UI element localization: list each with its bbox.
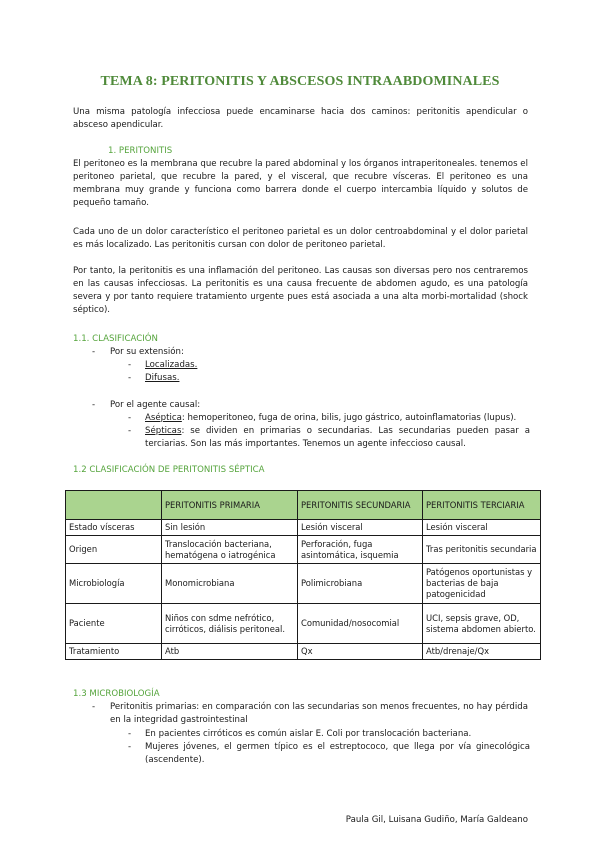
section-heading-peritonitis: 1. PERITONITIS [108,146,173,156]
table-cell: Patógenos oportunistas y bacterias de baja patogenicidad [423,564,541,604]
bullet-dash: - [92,400,96,410]
table-header-cell: PERITONITIS SECUNDARIA [298,491,423,520]
table-header-cell [66,491,162,520]
bullet-dash: - [128,413,132,423]
paragraph-dolor: Cada uno de un dolor característico el peritoneo parietal es un dolor centroabdominal y el dolor parietal es más localizado. Las peritonitis cursan con dolor de peritoneo parietal. [73,227,528,250]
table-cell: Lesión visceral [423,520,541,536]
aseptica-text: : hemoperitoneo, fuga de orina, bilis, jugo gástrico, autoinflamatorias (lupus). [181,413,517,423]
section-heading-septica: 1.2 CLASIFICACIÓN DE PERITONITIS SÉPTICA [73,465,265,475]
table-cell: Microbiología [66,564,162,604]
table-row [66,520,541,536]
table-cell: Perforación, fuga asintomática, isquemia [298,536,423,564]
table-row [66,604,541,644]
bullet-dash: - [92,347,96,357]
table-cell: Estado vísceras [66,520,162,536]
table-cell: Origen [66,536,162,564]
table-cell: Tras peritonitis secundaria [423,536,541,564]
septica-term: Sépticas [145,426,182,436]
table-cell: Tratamiento [66,644,162,660]
paragraph-inflamacion: Por tanto, la peritonitis es una inflamación del peritoneo. Las causas son diversas pero nos centraremos en las causas infecciosas. La peritonitis es una causa frecuente de abdomen agudo, es una patología severa y por tanto requiere tratamiento urgente pues está asociada a una alta morbi-mortalidad (shock séptico). [73,266,528,315]
table-cell: Qx [298,644,423,660]
table-cell: Atb/drenaje/Qx [423,644,541,660]
microbiologia-item: Peritonitis primarias: en comparación con las secundarias son menos frecuentes, no hay pérdida en la integridad gastrointestinal [110,702,528,725]
table-header-row [66,491,541,520]
microbiologia-subitem: En pacientes cirróticos es común aislar E. Coli por translocación bacteriana. [145,729,472,739]
table-row [66,644,541,660]
bullet-dash: - [128,426,132,436]
agente-label: Por el agente causal: [110,400,201,410]
bullet-dash: - [128,360,132,370]
table-cell: Lesión visceral [298,520,423,536]
table-row [66,536,541,564]
aseptica-term: Aséptica [145,413,182,423]
footer-authors: Paula Gil, Luisana Gudiño, María Galdeano [345,815,528,825]
table-row [66,564,541,604]
section-heading-clasificacion: 1.1. CLASIFICACIÓN [73,334,158,344]
table-cell: Niños con sdme nefrótico, cirróticos, diálisis peritoneal. [162,604,298,644]
page-title: TEMA 8: PERITONITIS Y ABSCESOS INTRAABDOMINALES [100,74,500,89]
table-cell: Monomicrobiana [162,564,298,604]
table-cell: Paciente [66,604,162,644]
extension-item-difusas: Difusas. [145,373,180,383]
intro-paragraph: Una misma patología infecciosa puede encaminarse hacia dos caminos: peritonitis apendicular o absceso apendicular. [73,107,528,130]
bullet-dash: - [128,373,132,383]
bullet-dash: - [128,729,132,739]
table-cell: Polimicrobiana [298,564,423,604]
septica-classification-table [65,490,541,660]
table-cell: UCI, sepsis grave, OD, sistema abdomen abierto. [423,604,541,644]
table-cell: Sin lesión [162,520,298,536]
table-header-cell: PERITONITIS PRIMARIA [162,491,298,520]
bullet-dash: - [128,742,132,752]
septica-text: : se dividen en primarias o secundarias. Las secundarias pueden pasar a terciarias. Son las más importantes. Tenemos un agente infeccioso causal. [145,426,530,449]
section-heading-microbiologia: 1.3 MICROBIOLOGÍA [73,689,160,699]
extension-label: Por su extensión: [110,347,184,357]
microbiologia-subitem: Mujeres jóvenes, el germen típico es el estreptococo, que llega por vía ginecológica (ascendente). [145,742,530,765]
bullet-dash: - [92,702,96,712]
extension-item-localizadas: Localizadas. [145,360,198,370]
table-header-cell: PERITONITIS TERCIARIA [423,491,541,520]
septica-item [145,425,530,451]
table-cell: Comunidad/nosocomial [298,604,423,644]
aseptica-item [145,412,535,425]
table-cell: Translocación bacteriana, hematógena o iatrogénica [162,536,298,564]
table-cell: Atb [162,644,298,660]
paragraph-peritoneo: El peritoneo es la membrana que recubre la pared abdominal y los órganos intraperitoneales. tenemos el peritoneo parietal, que recubre la pared, y el visceral, que recubre vísceras. El peritoneo es una membrana muy grande y funciona como barrera donde el cuerpo intercambia líquido y solutos de pequeño tamaño. [73,159,528,208]
